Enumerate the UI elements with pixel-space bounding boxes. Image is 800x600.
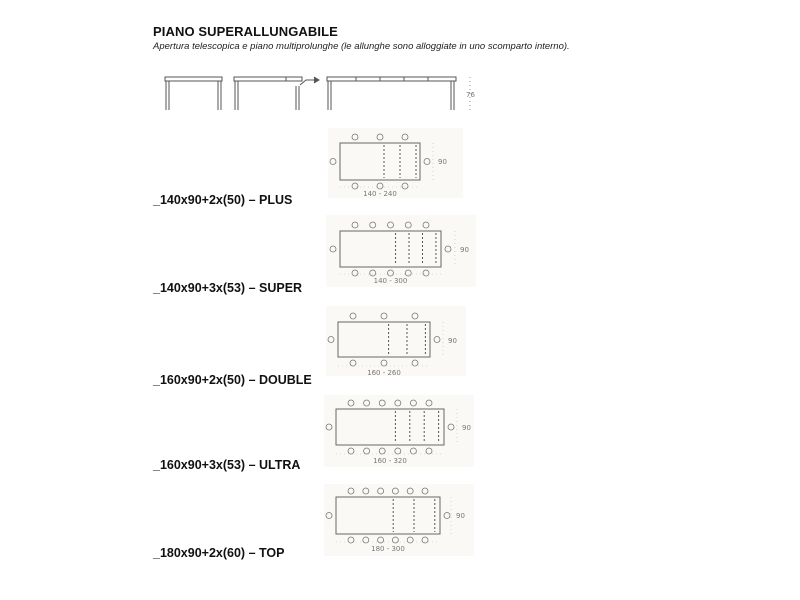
length-label: 160 - 260: [367, 369, 401, 377]
width-label: 90: [462, 424, 471, 432]
page-title: PIANO SUPERALLUNGABILE: [153, 24, 338, 39]
page-subtitle: Apertura telescopica e piano multiprolunghe (le allunghe sono alloggiate in uno scomparto interno).: [153, 41, 570, 52]
model-label: _160x90+3x(53) – ULTRA: [153, 458, 301, 472]
width-label: 90: [438, 158, 447, 166]
model-label: _140x90+3x(53) – SUPER: [153, 281, 303, 295]
height-label: 76: [466, 91, 475, 99]
length-label: 140 - 300: [373, 277, 408, 285]
model-label: _160x90+2x(50) – DOUBLE: [153, 373, 312, 387]
length-label: 160 - 320: [373, 457, 407, 465]
width-label: 90: [448, 337, 457, 345]
width-label: 90: [456, 512, 465, 520]
length-label: 140 - 240: [363, 190, 397, 198]
length-label: 180 - 300: [371, 545, 405, 553]
width-label: 90: [460, 246, 469, 254]
model-label: _140x90+2x(50) – PLUS: [153, 193, 293, 207]
model-label: _180x90+2x(60) – TOP: [153, 546, 285, 560]
